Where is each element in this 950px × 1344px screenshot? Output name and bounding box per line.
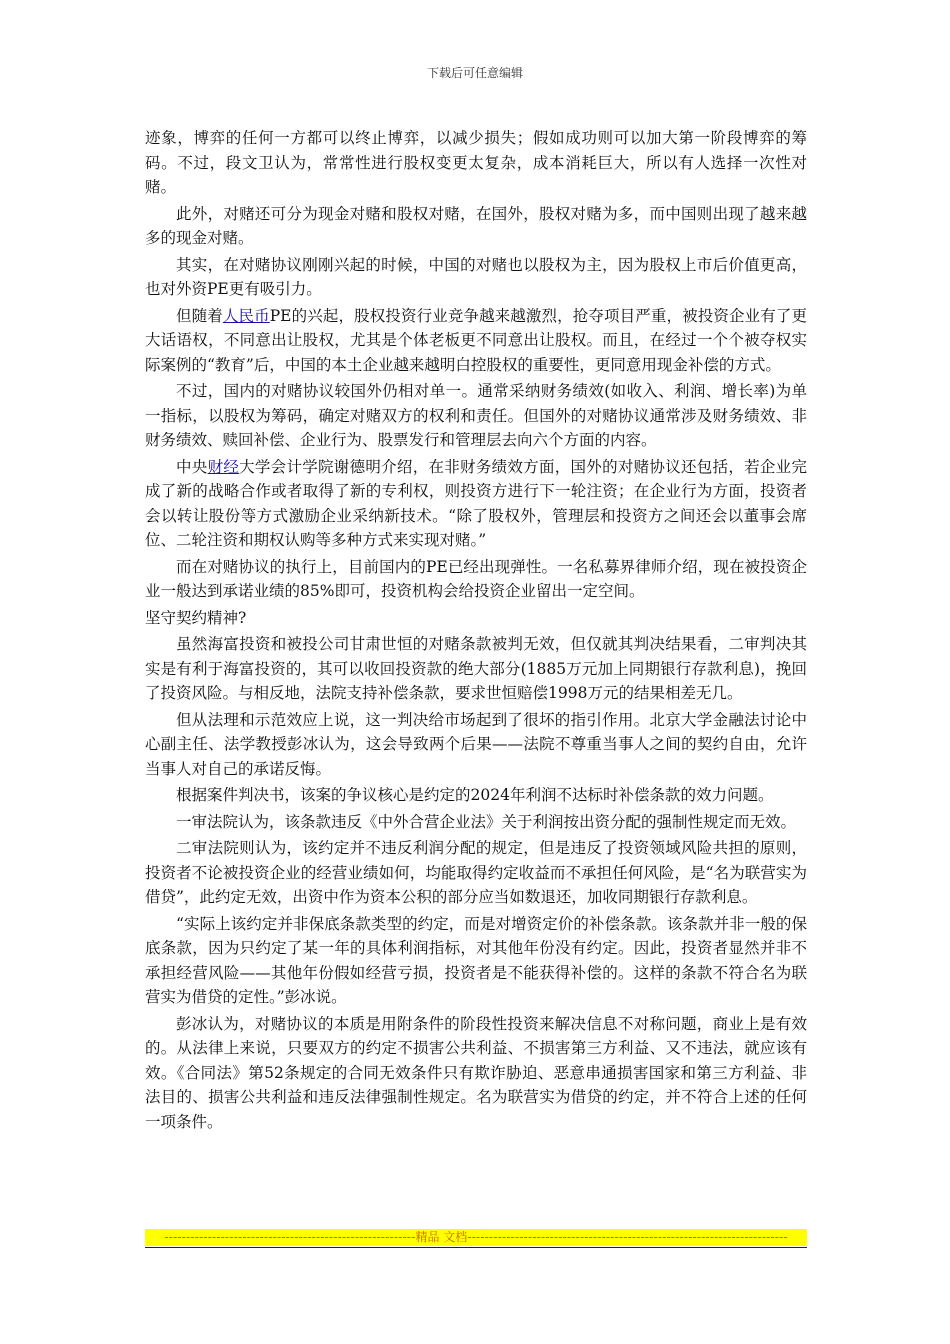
- paragraph: 不过，国内的对赌协议较国外仍相对单一。通常采纳财务绩效(如收入、利润、增长率)为单一指标，以股权为筹码，确定对赌双方的权利和责任。但国外的对赌协议通常涉及财务绩效、非财务绩效、赎回补偿、企业行为、股票发行和管理层去向六个方面的内容。: [145, 382, 807, 449]
- paragraph: 一审法院认为，该条款违反《中外合营企业法》关于利润按出资分配的强制性规定而无效。: [176, 812, 797, 831]
- paragraph: 而在对赌协议的执行上，目前国内的PE已经出现弹性。一名私募界律师介绍，现在被投资企业一般达到承诺业绩的85%即可，投资机构会给投资企业留出一定空间。: [145, 557, 807, 600]
- paragraph: 但从法理和示范效应上说，这一判决给市场起到了很坏的指引作用。北京大学金融法讨论中心副主任、法学教授彭冰认为，这会导致两个后果——法院不尊重当事人之间的契约自由，允许当事人对自己的承诺反悔。: [145, 710, 807, 778]
- paragraph-text: 大学会计学院谢德明介绍，在非财务绩效方面，国外的对赌协议还包括，若企业完成了新的战略合作或者取得了新的专利权，则投资方进行下一轮注资；在企业行为方面，投资者会以转让股份等方式激励企业采纳新技术。“除了股权外，管理层和投资方之间还会以董事会席位、二轮注资和期权认购等多种方式来实现对赌。”: [145, 457, 807, 549]
- paragraph: 此外，对赌还可分为现金对赌和股权对赌，在国外，股权对赌为多，而中国则出现了越来越多的现金对赌。: [145, 204, 807, 247]
- rmb-link[interactable]: 人民币: [222, 306, 270, 325]
- paragraph: 其实，在对赌协议刚刚兴起的时候，中国的对赌也以股权为主，因为股权上市后价值更高，也对外资PE更有吸引力。: [145, 255, 807, 298]
- footer-banner: ----------------------------------------------------------精品 文档--------------------------------------------------------------------------: [145, 1229, 807, 1246]
- document-body: [145, 126, 807, 1136]
- page-header: 下载后可任意编辑: [426, 66, 523, 80]
- paragraph: 彭冰认为，对赌协议的本质是用附条件的阶段性投资来解决信息不对称问题，商业上是有效的。从法律上来说，只要双方的约定不损害公共利益、不损害第三方利益、又不违法，就应该有效。《合同法》第52条规定的合同无效条件只有欺诈胁迫、恶意串通损害国家和第三方利益、非法目的、损害公共利益和违反法律强制性规定。名为联营实为借贷的约定，并不符合上述的任何一项条件。: [145, 1014, 807, 1131]
- paragraph: “实际上该约定并非保底条款类型的约定，而是对增资定价的补偿条款。该条款并非一般的保底条款，因为只约定了某一年的具体利润指标，对其他年份没有约定。因此，投资者显然并非不承担经营风险——其他年份假如经营亏损，投资者是不能获得补偿的。这样的条款不符合名为联营实为借贷的定性。”彭冰说。: [145, 914, 807, 1006]
- paragraph: 根据案件判决书，该案的争议核心是约定的2024年利润不达标时补偿条款的效力问题。: [176, 786, 774, 804]
- footer-divider: [145, 1247, 807, 1248]
- paragraph: 迹象，博弈的任何一方都可以终止博弈，以减少损失；假如成功则可以加大第一阶段博弈的筹码。不过，段文卫认为，常常性进行股权变更太复杂，成本消耗巨大，所以有人选择一次性对赌。: [145, 129, 807, 196]
- paragraph: 虽然海富投资和被投公司甘肃世恒的对赌条款被判无效，但仅就其判决结果看，二审判决其实是有利于海富投资的，其可以收回投资款的绝大部分(1885万元加上同期银行存款利息)，挽回了投资风险。与相反地，法院支持补偿条款，要求世恒赔偿1998万元的结果相差无几。: [145, 635, 807, 702]
- paragraph-text: 中央: [176, 457, 208, 476]
- paragraph-text: PE的兴起，股权投资行业竞争越来越激烈，抢夺项目严重，被投资企业有了更大话语权，不同意出让股权，尤其是个体老板更不同意出让股权。而且，在经过一个个被夺权实际案例的“教育”后，中国的本土企业越来越明白控股权的重要性，更同意用现金补偿的方式。: [145, 306, 807, 374]
- section-heading: 坚守契约精神?: [145, 608, 247, 627]
- paragraph-text: 但随着: [176, 306, 223, 325]
- paragraph: [145, 455, 807, 553]
- paragraph: 二审法院则认为，该约定并不违反利润分配的规定，但是违反了投资领域风险共担的原则，投资者不论被投资企业的经营业绩如何，均能取得约定收益而不承担任何风险，是“名为联营实为借贷”，此约定无效，出资中作为资本公积的部分应当如数退还，加收同期银行存款利息。: [145, 839, 807, 906]
- finance-link[interactable]: 财经: [207, 457, 240, 476]
- paragraph: [145, 304, 807, 378]
